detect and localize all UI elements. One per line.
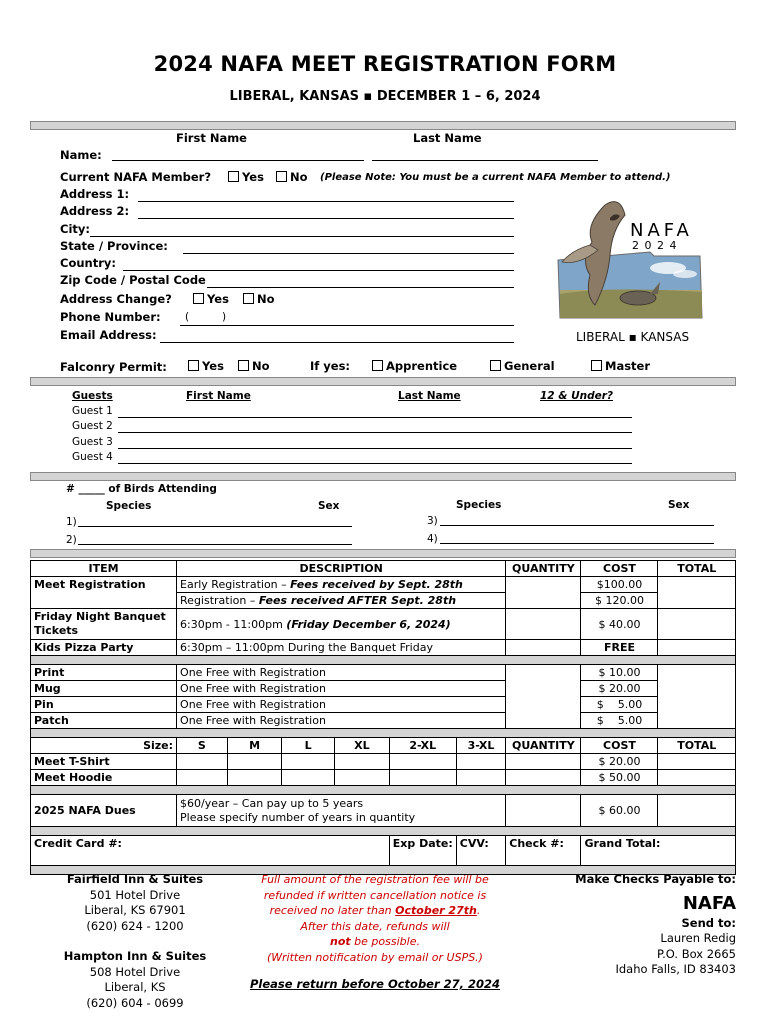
- logo-nafa-text: NAFA: [630, 220, 693, 241]
- print-cost: $ 10.00: [581, 665, 658, 681]
- birds-count-label: # _____ of Birds Attending: [66, 483, 217, 495]
- kids-pizza-item: Kids Pizza Party: [31, 640, 177, 656]
- banquet-desc-emph: (Friday December 6, 2024): [286, 617, 451, 631]
- country-label: Country:: [60, 256, 116, 270]
- bird-line-3-label: 3): [427, 515, 438, 527]
- address-change-no-label: No: [257, 292, 275, 306]
- payment-block: [560, 872, 736, 978]
- hoodie-size-m[interactable]: [227, 770, 282, 786]
- hotel-2-city: Liberal, KS: [104, 980, 166, 994]
- banquet-total[interactable]: [658, 609, 736, 640]
- member-no-checkbox[interactable]: [276, 171, 287, 182]
- section-divider: [30, 377, 736, 386]
- general-checkbox[interactable]: [490, 360, 501, 371]
- hotel-1-phone: (620) 624 - 1200: [86, 918, 184, 933]
- size-2xl[interactable]: 2-XL: [389, 738, 456, 754]
- guest-last-header: Last Name: [398, 390, 461, 402]
- bird-line-2-label: 2): [66, 534, 77, 546]
- size-3xl[interactable]: 3-XL: [456, 738, 506, 754]
- pin-desc: One Free with Registration: [177, 697, 506, 713]
- merch-total[interactable]: [658, 665, 736, 729]
- hoodie-cost: $ 50.00: [581, 770, 658, 786]
- table-spacer: [31, 827, 736, 836]
- col-description-header: DESCRIPTION: [177, 561, 506, 577]
- banquet-item: Friday Night Banquet Tickets: [31, 609, 177, 640]
- apparel-quantity-header: QUANTITY: [506, 738, 581, 754]
- early-reg-prefix: Early Registration –: [180, 578, 291, 591]
- hotels-block: [40, 872, 230, 1011]
- guest-2-field[interactable]: [118, 432, 632, 433]
- bird-line-4-label: 4): [427, 533, 438, 545]
- bird-2-field[interactable]: [78, 544, 352, 545]
- tshirt-total[interactable]: [658, 754, 736, 770]
- bird-sex-header: Sex: [318, 500, 340, 512]
- reg-emph: Fees received AFTER Sept. 28th: [258, 594, 457, 607]
- name-label: Name:: [60, 148, 102, 162]
- mug-item: Mug: [31, 681, 177, 697]
- city-label: City:: [60, 222, 90, 236]
- registration-quantity[interactable]: [506, 577, 581, 609]
- items-table: [30, 560, 736, 875]
- tshirt-size-m[interactable]: [227, 754, 282, 770]
- kids-pizza-desc: 6:30pm – 11:00pm During the Banquet Friday: [177, 640, 506, 656]
- dues-desc-line2: Please specify number of years in quantity: [180, 810, 416, 824]
- logo-location-text: LIBERAL ▪ KANSAS: [576, 330, 690, 344]
- tshirt-quantity[interactable]: [506, 754, 581, 770]
- section-divider: [30, 472, 736, 481]
- pin-cost: $ 5.00: [581, 697, 658, 713]
- table-spacer: [31, 729, 736, 738]
- phone-area-close: ): [222, 311, 227, 323]
- hotel-2-phone: (620) 604 - 0699: [86, 995, 184, 1010]
- member-label: Current NAFA Member?: [60, 170, 212, 184]
- hotel-1-address: 501 Hotel Drive: [89, 887, 181, 902]
- permit-yes-checkbox[interactable]: [188, 360, 199, 371]
- tshirt-size-3xl[interactable]: [456, 754, 506, 770]
- recipient-po-box: P.O. Box 2665: [657, 946, 736, 961]
- master-checkbox[interactable]: [591, 360, 602, 371]
- state-field[interactable]: [183, 253, 514, 254]
- guest-4-label: Guest 4: [72, 451, 113, 463]
- hoodie-total[interactable]: [658, 770, 736, 786]
- guest-2-label: Guest 2: [72, 420, 113, 432]
- refund-line-3: [240, 903, 510, 919]
- permit-yes-label: Yes: [202, 359, 224, 373]
- hoodie-quantity[interactable]: [506, 770, 581, 786]
- guest-under-header: 12 & Under?: [540, 390, 613, 402]
- dues-total[interactable]: [658, 795, 736, 827]
- address-change-yes-checkbox[interactable]: [193, 293, 204, 304]
- patch-item: Patch: [31, 713, 177, 729]
- refund-line-1: Full amount of the registration fee will be: [261, 873, 489, 886]
- tshirt-size-s[interactable]: [177, 754, 228, 770]
- zip-field[interactable]: [207, 287, 514, 288]
- grand-total-label: Grand Total:: [584, 837, 661, 850]
- form-title: 2024 NAFA MEET REGISTRATION FORM: [153, 52, 617, 76]
- zip-label: Zip Code / Postal Code: [60, 273, 206, 287]
- hotel-2-name: Hampton Inn & Suites: [63, 949, 207, 963]
- phone-field[interactable]: [180, 325, 514, 326]
- reg-prefix: Registration –: [180, 594, 259, 607]
- late-registration-desc: [177, 593, 506, 609]
- banquet-desc-prefix: 6:30pm - 11:00pm: [180, 617, 287, 631]
- apprentice-label: Apprentice: [386, 359, 458, 373]
- address2-label: Address 2:: [60, 204, 130, 218]
- cvv-field[interactable]: [456, 836, 506, 866]
- address-change-label: Address Change?: [60, 292, 172, 306]
- permit-no-label: No: [252, 359, 270, 373]
- table-spacer: [31, 786, 736, 795]
- guest-3-label: Guest 3: [72, 436, 113, 448]
- tshirt-size-xl[interactable]: [334, 754, 389, 770]
- table-spacer: [31, 656, 736, 665]
- city-field[interactable]: [90, 236, 514, 237]
- bird-sex-header-2: Sex: [668, 499, 690, 511]
- master-label: Master: [605, 359, 651, 373]
- guest-1-label: Guest 1: [72, 405, 113, 417]
- size-s[interactable]: S: [177, 738, 228, 754]
- address2-field[interactable]: [138, 218, 514, 219]
- guest-4-field[interactable]: [118, 463, 632, 464]
- falcon-kansas-illustration: [550, 190, 708, 348]
- mug-desc: One Free with Registration: [177, 681, 506, 697]
- exp-date-label: Exp Date:: [392, 837, 453, 850]
- size-m[interactable]: M: [227, 738, 282, 754]
- return-deadline: Please return before October 27, 2024: [249, 977, 501, 991]
- bird-species-header-2: Species: [456, 499, 502, 511]
- payee-name: NAFA: [682, 892, 736, 914]
- refund-line-3-prefix: received no later than: [269, 904, 396, 917]
- refund-line-6: (Written notification by email or USPS.): [267, 950, 483, 964]
- col-total-header: TOTAL: [658, 561, 736, 577]
- meet-registration-item: Meet Registration: [31, 577, 177, 609]
- logo-year-text: 2 0 2 4: [632, 239, 678, 252]
- refund-line-2: refunded if written cancellation notice is: [263, 888, 487, 902]
- pin-item: Pin: [31, 697, 177, 713]
- recipient-name: Lauren Redig: [660, 931, 736, 945]
- checks-payable-label: Make Checks Payable to:: [575, 872, 736, 886]
- hoodie-size-xl[interactable]: [334, 770, 389, 786]
- mug-cost: $ 20.00: [581, 681, 658, 697]
- dues-desc-line1: $60/year – Can pay up to 5 years: [180, 796, 364, 810]
- hoodie-size-3xl[interactable]: [456, 770, 506, 786]
- permit-label: Falconry Permit:: [60, 360, 167, 374]
- bird-1-field[interactable]: [78, 526, 352, 527]
- dues-item: 2025 NAFA Dues: [31, 795, 177, 827]
- early-registration-desc: [177, 577, 506, 593]
- address1-label: Address 1:: [60, 187, 130, 201]
- member-yes-label: Yes: [242, 170, 264, 184]
- check-no-label: Check #:: [509, 837, 564, 850]
- refund-policy: [240, 872, 510, 993]
- banquet-cost: $ 40.00: [581, 609, 658, 640]
- kids-pizza-quantity[interactable]: [506, 640, 581, 656]
- merch-quantity[interactable]: [506, 665, 581, 729]
- guests-header: Guests: [72, 390, 113, 402]
- exp-date-field[interactable]: [389, 836, 456, 866]
- guest-first-header: First Name: [186, 390, 251, 402]
- hoodie-size-s[interactable]: [177, 770, 228, 786]
- print-item: Print: [31, 665, 177, 681]
- early-reg-emph: Fees received by Sept. 28th: [290, 578, 463, 591]
- nafa-logo: [550, 190, 708, 348]
- kids-pizza-cost: FREE: [581, 640, 658, 656]
- send-to-label: Send to:: [681, 915, 736, 930]
- late-registration-cost: $ 120.00: [581, 593, 658, 609]
- last-name-field[interactable]: [372, 160, 598, 161]
- col-quantity-header: QUANTITY: [506, 561, 581, 577]
- state-label: State / Province:: [60, 239, 168, 253]
- guest-1-field[interactable]: [118, 417, 632, 418]
- tshirt-cost: $ 20.00: [581, 754, 658, 770]
- registration-total[interactable]: [658, 577, 736, 609]
- bird-line-1-label: 1): [66, 516, 77, 528]
- refund-line-3-suffix: .: [476, 904, 481, 917]
- credit-card-label: Credit Card #:: [34, 837, 122, 850]
- early-registration-cost: $100.00: [581, 577, 658, 593]
- if-yes-label: If yes:: [310, 359, 351, 373]
- hotel-1-city: Liberal, KS 67901: [84, 903, 186, 917]
- country-field[interactable]: [123, 270, 514, 271]
- size-label: Size:: [31, 738, 177, 754]
- apprentice-checkbox[interactable]: [372, 360, 383, 371]
- email-label: Email Address:: [60, 328, 157, 342]
- dues-quantity[interactable]: [506, 795, 581, 827]
- first-name-header: First Name: [176, 131, 247, 145]
- hoodie-item: Meet Hoodie: [31, 770, 177, 786]
- member-yes-checkbox[interactable]: [228, 171, 239, 182]
- refund-line-4: After this date, refunds will: [300, 919, 450, 933]
- kids-pizza-total[interactable]: [658, 640, 736, 656]
- phone-label: Phone Number:: [60, 310, 161, 324]
- banquet-desc: [177, 609, 506, 640]
- patch-desc: One Free with Registration: [177, 713, 506, 729]
- refund-not: not: [330, 935, 351, 948]
- tshirt-item: Meet T-Shirt: [31, 754, 177, 770]
- refund-line-5: [240, 934, 510, 950]
- bird-4-field[interactable]: [440, 543, 714, 544]
- guest-3-field[interactable]: [118, 448, 632, 449]
- form-subtitle: LIBERAL, KANSAS ▪ DECEMBER 1 – 6, 2024: [229, 89, 541, 104]
- first-name-field[interactable]: [112, 160, 364, 161]
- section-divider: [30, 121, 736, 130]
- col-item-header: ITEM: [31, 561, 177, 577]
- banquet-quantity[interactable]: [506, 609, 581, 640]
- address-change-no-checkbox[interactable]: [243, 293, 254, 304]
- cvv-label: CVV:: [459, 837, 489, 850]
- email-field[interactable]: [160, 342, 514, 343]
- hoodie-size-2xl[interactable]: [389, 770, 456, 786]
- size-l[interactable]: L: [282, 738, 335, 754]
- member-no-label: No: [290, 170, 308, 184]
- tshirt-size-2xl[interactable]: [389, 754, 456, 770]
- general-label: General: [504, 359, 555, 373]
- hoodie-size-l[interactable]: [282, 770, 335, 786]
- dues-cost: $ 60.00: [581, 795, 658, 827]
- apparel-total-header: TOTAL: [658, 738, 736, 754]
- address1-field[interactable]: [138, 201, 514, 202]
- bird-3-field[interactable]: [440, 525, 714, 526]
- hotel-2-address: 508 Hotel Drive: [89, 964, 181, 979]
- recipient-city: Idaho Falls, ID 83403: [615, 962, 736, 976]
- refund-deadline: October 27th: [395, 904, 477, 917]
- print-desc: One Free with Registration: [177, 665, 506, 681]
- member-note: (Please Note: You must be a current NAFA Member to attend.): [320, 172, 671, 183]
- last-name-header: Last Name: [413, 131, 482, 145]
- credit-card-field[interactable]: [31, 836, 390, 866]
- dues-desc: [177, 795, 506, 827]
- col-cost-header: COST: [581, 561, 658, 577]
- address-change-yes-label: Yes: [207, 292, 229, 306]
- section-divider: [30, 549, 736, 558]
- check-no-field[interactable]: [506, 836, 581, 866]
- bird-species-header: Species: [106, 500, 152, 512]
- permit-no-checkbox[interactable]: [238, 360, 249, 371]
- phone-area-open: (: [185, 311, 190, 323]
- refund-line-5-suffix: be possible.: [350, 935, 420, 948]
- size-xl[interactable]: XL: [334, 738, 389, 754]
- apparel-cost-header: COST: [581, 738, 658, 754]
- grand-total-field[interactable]: [581, 836, 736, 866]
- hotel-1-name: Fairfield Inn & Suites: [66, 872, 204, 886]
- tshirt-size-l[interactable]: [282, 754, 335, 770]
- patch-cost: $ 5.00: [581, 713, 658, 729]
